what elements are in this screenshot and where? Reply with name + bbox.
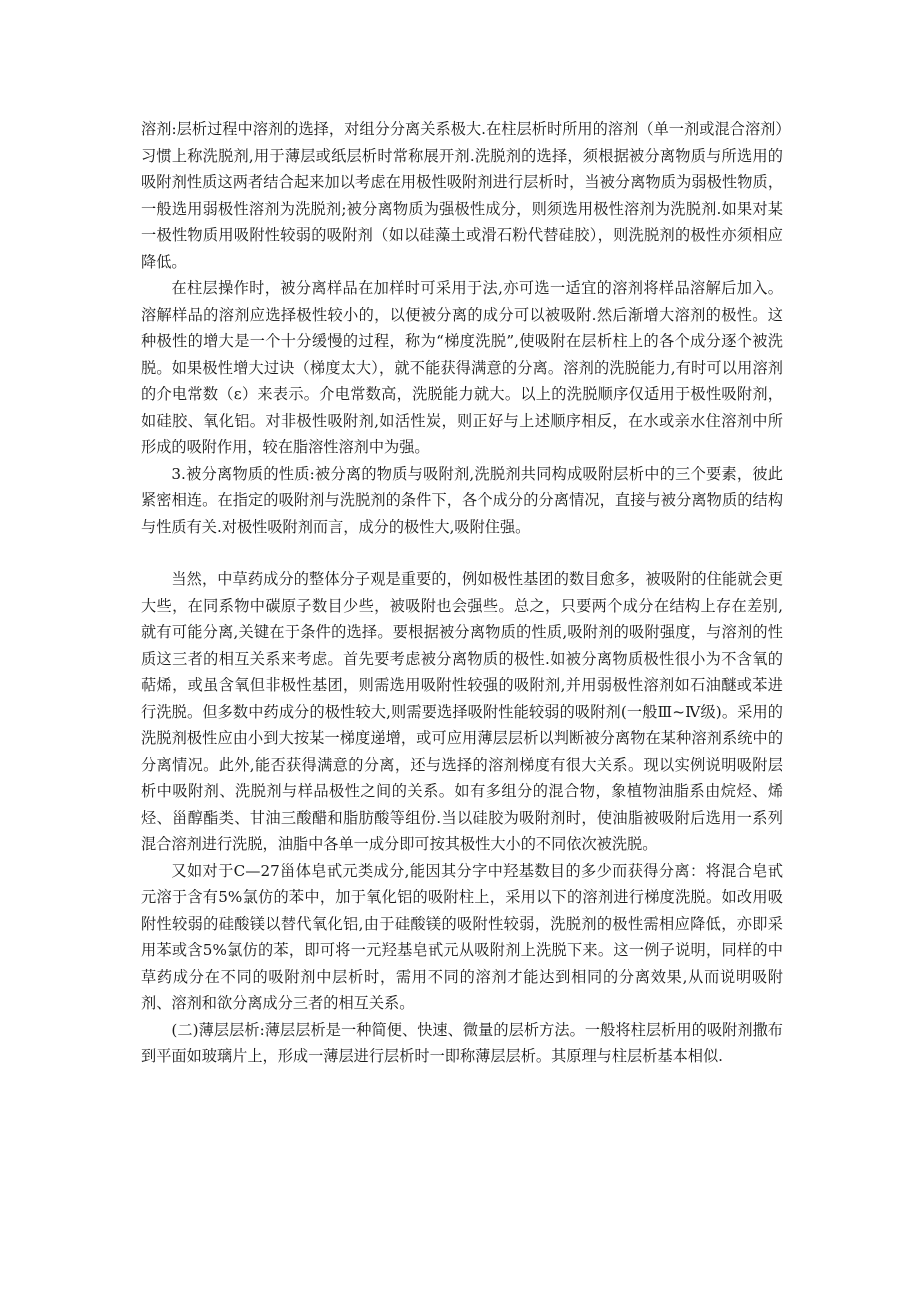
document-body [141, 116, 783, 1070]
paragraph-solvent: 溶剂:层析过程中溶剂的选择，对组分分离关系极大.在柱层析时所用的溶剂（单一剂或混合溶剂）习惯上称洗脱剂,用于薄层或纸层析时常称展开剂.洗脱剂的选择，须根据被分离物质与所选用的吸附剂性质这两者结合起来加以考虑在用极性吸附剂进行层析时，当被分离物质为弱极性物质，一般选用弱极性溶剂为洗脱剂;被分离物质为强极性成分，则须选用极性溶剂为洗脱剂.如果对某一极性物质用吸附性较弱的吸附剂（如以硅藻土或滑石粉代替硅胶），则洗脱剂的极性亦须相应降低。 [141, 120, 783, 271]
paragraph-steroid-example: 又如对于C—27甾体皂甙元类成分,能因其分字中羟基数目的多少而获得分离：将混合皂甙元溶于含有5%氯仿的苯中，加于氧化铝的吸附柱上，采用以下的溶剂进行梯度洗脱。如改用吸附性较弱的硅酸镁以替代氧化铝,由于硅酸镁的吸附性较弱，洗脱剂的极性需相应降低，亦即采用苯或含5%氯仿的苯，即可将一元羟基皂甙元从吸附剂上洗脱下来。这一例子说明，同样的中草药成分在不同的吸附剂中层析时，需用不同的溶剂才能达到相同的分离效果,从而说明吸附剂、溶剂和欲分离成分三者的相互关系。 [141, 861, 783, 1012]
paragraph-molecular-view: 当然，中草药成分的整体分子观是重要的，例如极性基团的数目愈多，被吸附的住能就会更大些，在同系物中碳原子数目少些，被吸附也会强些。总之，只要两个成分在结构上存在差别,就有可能分离,关键在于条件的选择。要根据被分离物质的性质,吸附剂的吸附强度，与溶剂的性质这三者的相互关系来考虑。首先要考虑被分离物质的极性.如被分离物质极性很小为不含氧的萜烯，或虽含氧但非极性基团，则需选用吸附性较强的吸附剂,并用弱极性溶剂如石油醚或苯进行洗脱。但多数中药成分的极性较大,则需要选择吸附性能较弱的吸附剂(一般Ⅲ~Ⅳ级)。采用的洗脱剂极性应由小到大按某一梯度递增，或可应用薄层层析以判断被分离物在某种溶剂系统中的分离情况。此外,能否获得满意的分离，还与选择的溶剂梯度有很大关系。现以实例说明吸附层析中吸附剂、洗脱剂与样品极性之间的关系。如有多组分的混合物，象植物油脂系由烷烃、烯烃、甾醇酯类、甘油三酸醋和脂肪酸等组份.当以硅胶为吸附剂时，使油脂被吸附后选用一系列混合溶剂进行洗脱，油脂中各单一成分即可按其极性大小的不同依次被洗脱。 [141, 570, 783, 853]
paragraph-column-operation: 在柱层操作时，被分离样品在加样时可采用于法,亦可选一适宜的溶剂将样品溶解后加入。溶解样品的溶剂应选择极性较小的，以便被分离的成分可以被吸附.然后渐增大溶剂的极性。这种极性的增大是一个十分缓慢的过程，称为“梯度洗脱”,使吸附在层析柱上的各个成分逐个被洗脱。如果极性增大过诀（梯度太大），就不能获得满意的分离。溶剂的洗脱能力,有时可以用溶剂的介电常数（ε）来表示。介电常数高，洗脱能力就大。以上的洗脱顺序仅适用于极性吸附剂，如硅胶、氧化铝。对非极性吸附剂,如活性炭，则正好与上述顺序相反，在水或亲水住溶剂中所形成的吸附作用，较在脂溶性溶剂中为强。 [141, 279, 783, 456]
paragraph-substance-properties: 3.被分离物质的性质:被分离的物质与吸附剂,洗脱剂共同构成吸附层析中的三个要素，彼此紧密相连。在指定的吸附剂与洗脱剂的条件下，各个成分的分离情况，直接与被分离物质的结构与性质有关.对极性吸附剂而言，成分的极性大,吸附住强。 [141, 464, 783, 536]
paragraph-spacer [141, 540, 783, 566]
paragraph-thin-layer: (二)薄层层析:薄层层析是一种简便、快速、微量的层析方法。一般将柱层析用的吸附剂撒布到平面如玻璃片上，形成一薄层进行层析时一即称薄层层析。其原理与柱层析基本相似. [141, 1020, 783, 1065]
